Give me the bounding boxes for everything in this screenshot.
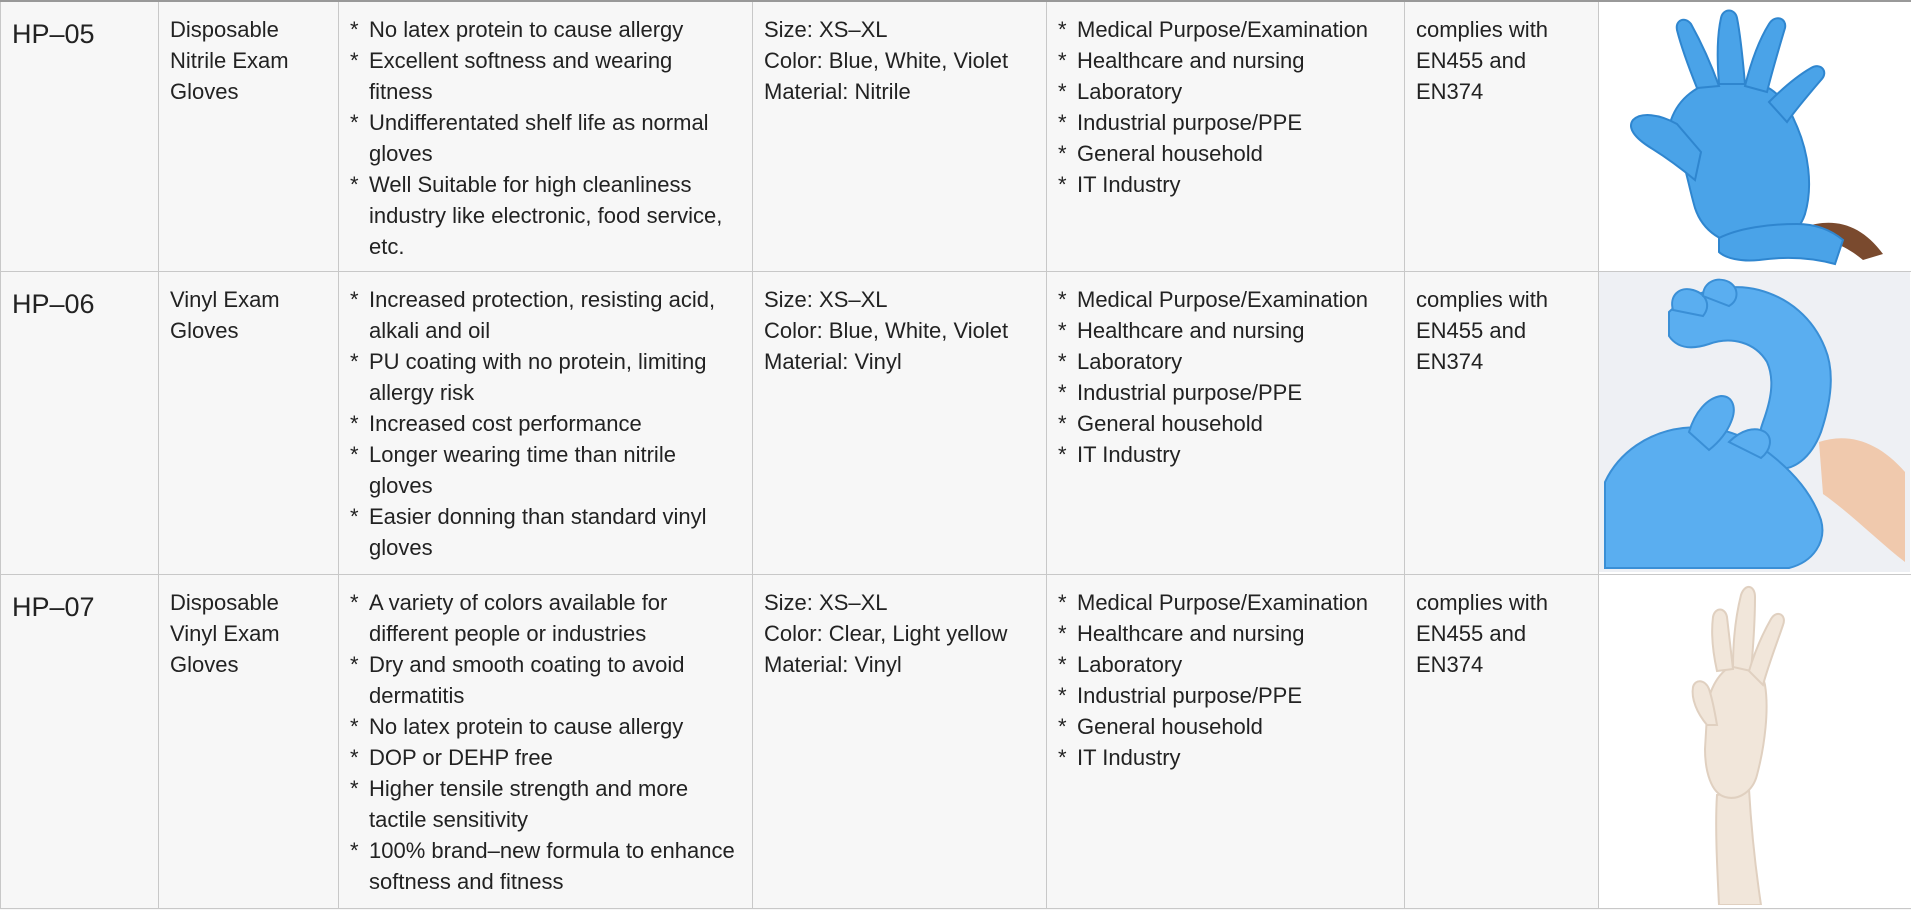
application-item: * Medical Purpose/Examination [1058,587,1393,618]
material-spec: Material: Vinyl [764,651,902,677]
feature-item: * Increased cost performance [350,408,741,439]
product-applications [1047,271,1405,574]
table-row [1,1,1911,271]
application-item: * Laboratory [1058,76,1393,107]
feature-item: * No latex protein to cause allergy [350,14,741,45]
product-name [159,574,339,908]
color-spec: Color: Clear, Light yellow [764,620,1008,646]
application-list [1058,14,1393,200]
feature-item: * Easier donning than standard vinyl gloves [350,501,741,563]
application-item: * Industrial purpose/PPE [1058,107,1393,138]
feature-list [350,14,741,262]
product-code: HP–05 [1,1,159,271]
feature-item: * Excellent softness and wearing fitness [350,45,741,107]
application-item: * Healthcare and nursing [1058,45,1393,76]
size-spec: Size: XS–XL [764,589,888,615]
product-code: HP–06 [1,271,159,574]
application-item: * Industrial purpose/PPE [1058,680,1393,711]
product-image [1599,574,1911,908]
size-spec: Size: XS–XL [764,17,888,42]
product-image [1599,1,1911,271]
application-item: * IT Industry [1058,742,1393,773]
feature-item: * Dry and smooth coating to avoid dermatitis [350,649,741,711]
feature-item: * A variety of colors available for different people or industries [350,587,741,649]
feature-item: * Well Suitable for high cleanliness industry like electronic, food service, etc. [350,169,741,262]
product-standard: complies with EN455 and EN374 [1405,574,1599,908]
feature-item: * Longer wearing time than nitrile gloves [350,439,741,501]
application-item: * Medical Purpose/Examination [1058,284,1393,315]
application-item: * General household [1058,711,1393,742]
application-item: * General household [1058,138,1393,169]
product-features [339,271,753,574]
application-item: * Laboratory [1058,346,1393,377]
application-list [1058,587,1393,773]
product-standard: complies with EN455 and EN374 [1405,271,1599,574]
clear-vinyl-glove-icon [1599,575,1910,905]
feature-item: * DOP or DEHP free [350,742,741,773]
size-spec: Size: XS–XL [764,286,888,312]
product-name-text: Vinyl Exam Gloves [170,286,280,343]
application-item: * Healthcare and nursing [1058,315,1393,346]
feature-item: * PU coating with no protein, limiting allergy risk [350,346,741,408]
product-name [159,1,339,271]
material-spec: Material: Vinyl [764,348,902,374]
table-row [1,271,1911,574]
glove-shape [1693,586,1784,904]
feature-item: * Higher tensile strength and more tactile sensitivity [350,773,741,835]
application-item: * IT Industry [1058,439,1393,470]
product-image [1599,271,1911,574]
color-spec: Color: Blue, White, Violet [764,48,1009,73]
product-name-text: Disposable Vinyl Exam Gloves [170,589,280,677]
product-specs [753,1,1047,271]
application-item: * IT Industry [1058,169,1393,200]
material-spec: Material: Nitrile [764,79,911,104]
application-item: * General household [1058,408,1393,439]
blue-vinyl-glove-icon [1599,272,1910,572]
product-name-text: Disposable Nitrile Exam Gloves [170,17,289,104]
table-row [1,574,1911,908]
glove-shape [1631,11,1843,265]
product-applications [1047,574,1405,908]
product-specs [753,574,1047,908]
feature-item: * 100% brand–new formula to enhance softness and fitness [350,835,741,897]
feature-item: * No latex protein to cause allergy [350,711,741,742]
product-features [339,1,753,271]
feature-item: * Increased protection, resisting acid, alkali and oil [350,284,741,346]
product-specs [753,271,1047,574]
application-item: * Laboratory [1058,649,1393,680]
product-applications [1047,1,1405,271]
color-spec: Color: Blue, White, Violet [764,317,1009,343]
product-name [159,271,339,574]
product-code: HP–07 [1,574,159,908]
application-item: * Industrial purpose/PPE [1058,377,1393,408]
feature-item: * Undifferentated shelf life as normal gloves [350,107,741,169]
application-list [1058,284,1393,470]
application-item: * Medical Purpose/Examination [1058,14,1393,45]
blue-nitrile-glove-icon [1599,2,1910,270]
feature-list [350,284,741,563]
feature-list [350,587,741,897]
application-item: * Healthcare and nursing [1058,618,1393,649]
product-standard: complies with EN455 and EN374 [1405,1,1599,271]
product-features [339,574,753,908]
